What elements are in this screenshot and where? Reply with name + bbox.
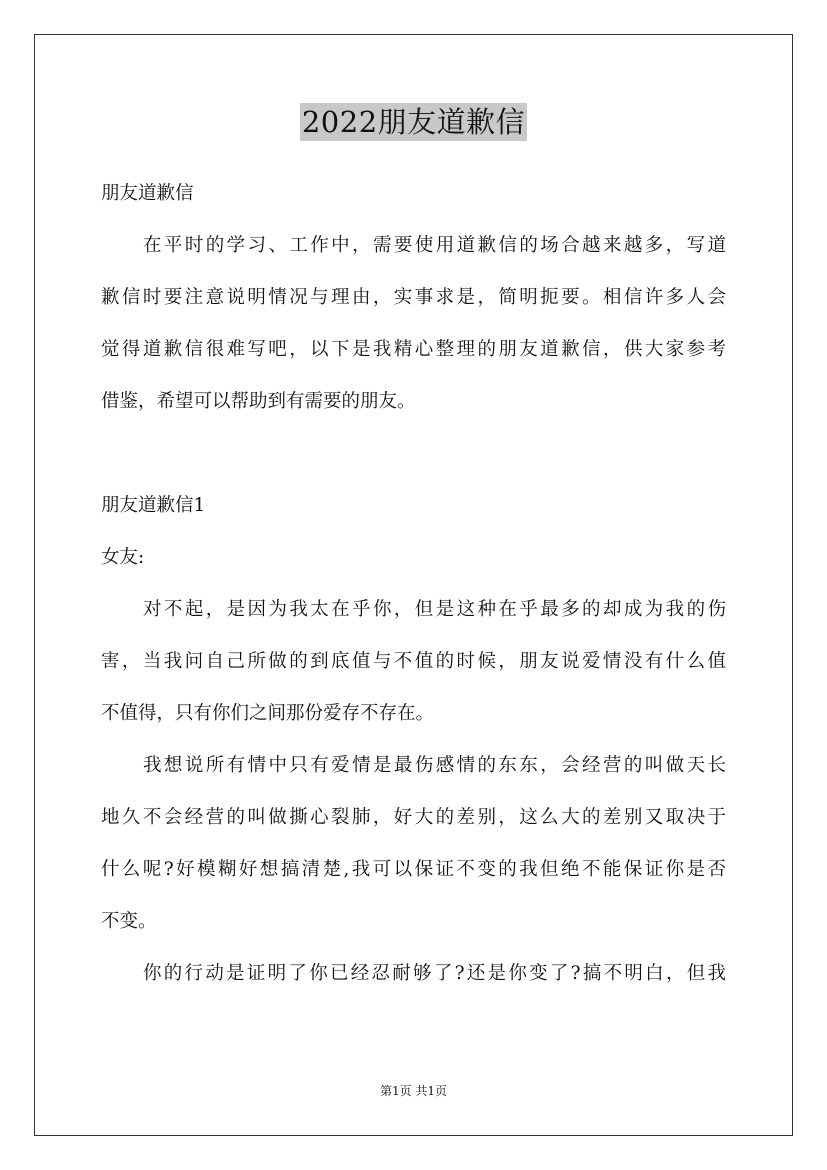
paragraph-gap (101, 428, 726, 480)
document-title: 2022朋友道歉信 (301, 105, 526, 139)
paragraph-line: 借鉴，希望可以帮助到有需要的朋友。 (101, 391, 416, 412)
paragraph-line: 在平时的学习、工作中，需要使用道歉信的场合越来越多，写道 (143, 235, 726, 256)
paragraph-line: 不变。 (101, 911, 157, 932)
paragraph-line: 歉信时要注意说明情况与理由，实事求是，简明扼要。相信许多人会 (101, 287, 726, 308)
page-footer: 第1页 共1页 (379, 1084, 448, 1098)
heading-line: 朋友道歉信 (101, 183, 194, 204)
paragraph-line: 害，当我问自己所做的到底值与不值的时候，朋友说爱情没有什么值 (101, 651, 726, 672)
paragraph-line: 我想说所有情中只有爱情是最伤感情的东东，会经营的叫做天长 (143, 755, 726, 776)
paragraph-line: 不值得，只有你们之间那份爱存不存在。 (101, 703, 435, 724)
paragraph-line: 对不起，是因为我太在乎你，但是这种在乎最多的却成为我的伤 (143, 599, 726, 620)
paragraph-line: 你的行动是证明了你已经忍耐够了?还是你变了?搞不明白，但我 (143, 963, 726, 984)
paragraph-line: 什么呢?好模糊好想搞清楚,我可以保证不变的我但绝不能保证你是否 (101, 859, 726, 880)
salutation: 女友: (101, 547, 145, 568)
document-body (101, 168, 726, 1000)
paragraph-line: 地久不会经营的叫做撕心裂肺，好大的差别，这么大的差别又取决于 (101, 807, 726, 828)
section-heading: 朋友道歉信1 (101, 495, 206, 516)
paragraph-line: 觉得道歉信很难写吧，以下是我精心整理的朋友道歉信，供大家参考 (101, 339, 726, 360)
title-container (0, 103, 827, 141)
